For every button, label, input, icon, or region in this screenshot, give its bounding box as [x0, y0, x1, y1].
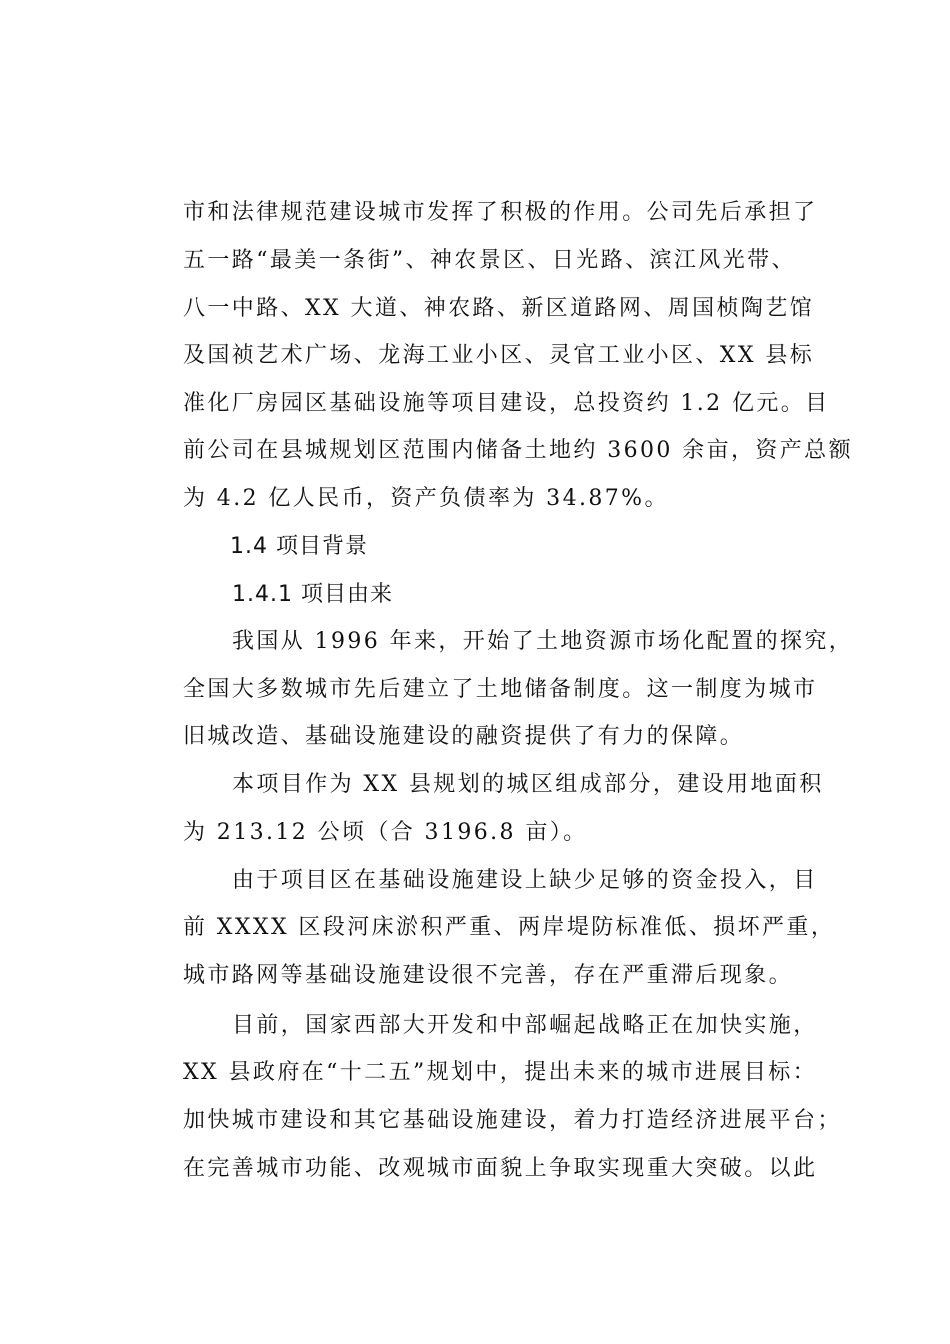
text-line: 及国祯艺术广场、龙海工业小区、灵官工业小区、XX 县标 — [183, 343, 815, 368]
text-line: 在完善城市功能、改观城市面貌上争取实现重大突破。以此 — [183, 1156, 818, 1181]
section-heading: 1.4 项目背景 — [230, 534, 368, 559]
text-line: 为 4.2 亿人民币，资产负债率为 34.87%。 — [183, 486, 669, 511]
text-line: 全国大多数城市先后建立了土地储备制度。这一制度为城市 — [183, 677, 818, 702]
text-line: 旧城改造、基础设施建设的融资提供了有力的保障。 — [183, 724, 745, 749]
text-line: 本项目作为 XX 县规划的城区组成部分，建设用地面积 — [232, 772, 824, 797]
text-line: XX 县政府在“十二五”规划中，提出未来的城市进展目标： — [183, 1060, 818, 1085]
text-line: 市和法律规范建设城市发挥了积极的作用。公司先后承担了 — [183, 200, 818, 225]
text-line: 目前，国家西部大开发和中部崛起战略正在加快实施， — [232, 1013, 818, 1038]
text-line: 加快城市建设和其它基础设施建设，着力打造经济进展平台； — [183, 1108, 842, 1133]
text-line: 城市路网等基础设施建设很不完善，存在严重滞后现象。 — [183, 963, 794, 988]
text-line: 前 XXXX 区段河床淤积严重、两岸堤防标准低、损坏严重， — [183, 915, 836, 940]
subsection-heading: 1.4.1 项目由来 — [232, 582, 393, 607]
text-line: 我国从 1996 年来，开始了土地资源市场化配置的探究， — [232, 629, 854, 654]
text-line: 五一路“最美一条街”、神农景区、日光路、滨江风光带、 — [183, 248, 796, 273]
text-line: 八一中路、XX 大道、神农路、新区道路网、周国桢陶艺馆 — [183, 296, 815, 321]
text-line: 准化厂房园区基础设施等项目建设，总投资约 1.2 亿元。目 — [183, 391, 830, 416]
text-line: 由于项目区在基础设施建设上缺少足够的资金投入，目 — [232, 868, 818, 893]
text-line: 为 213.12 公顷（合 3196.8 亩）。 — [183, 820, 588, 845]
text-line: 前公司在县城规划区范围内储备土地约 3600 余亩，资产总额 — [183, 438, 853, 463]
